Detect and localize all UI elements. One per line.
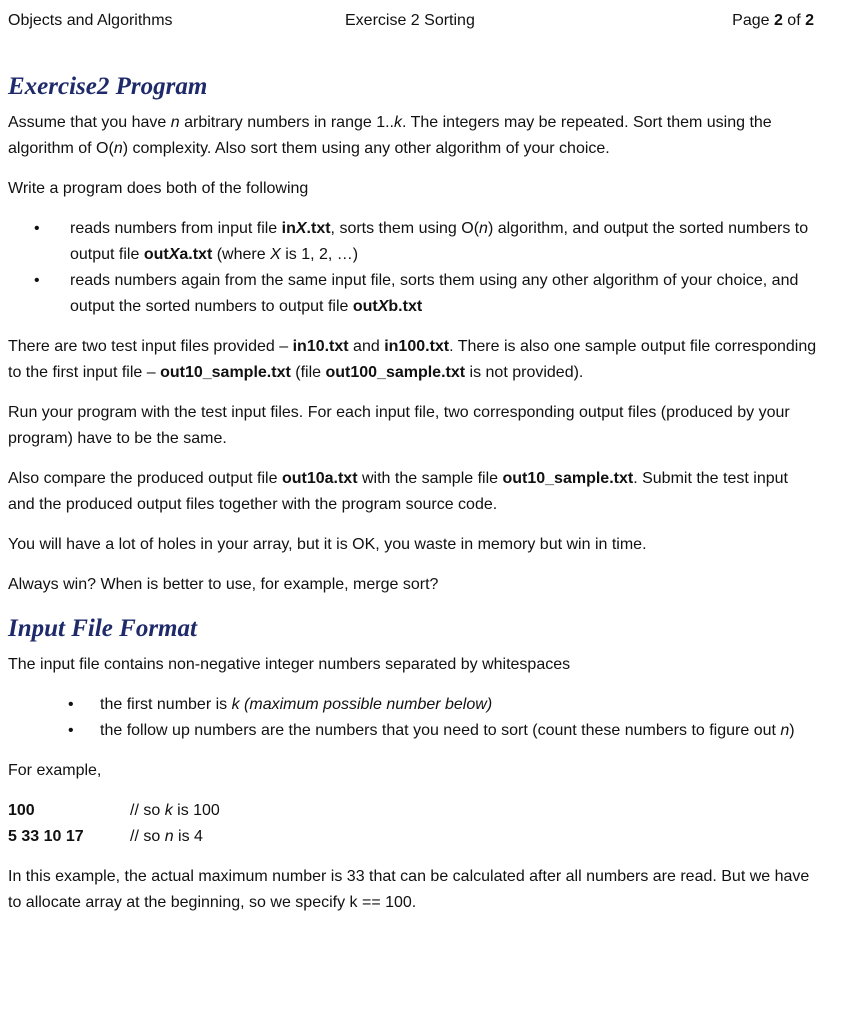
run-paragraph: Run your program with the test input files. For each input file, two corresponding output files (produced by your program) have to be the same. [8,404,790,447]
example-value: 5 33 10 17 [8,828,84,845]
header-page-number: Page 2 of 2 [732,12,814,29]
intro-paragraph: Assume that you have n arbitrary numbers in range 1..k. The integers may be repeated. Sort them using the algorithm of O(n) complexity. Also sort them using any other algorithm of your choice. [8,114,772,157]
list-item: • reads numbers from input file inX.txt, sorts them using O(n) algorithm, and output the sorted numbers to output file outXa.txt (where X is 1, 2, …) [8,216,818,268]
write-paragraph: Write a program does both of the following [8,180,309,197]
list-item: • the follow up numbers are the numbers that you need to sort (count these numbers to figure out n) [8,718,818,744]
example-comment: // so n is 4 [130,828,203,845]
list-item: • reads numbers again from the same input file, sorts them using any other algorithm of your choice, and output the sorted numbers to output file outXb.txt [8,268,818,320]
input-format-list [8,692,818,744]
example-row [8,798,818,824]
page-header [8,12,814,34]
program-heading: Exercise2 Program [8,73,208,100]
program-requirements-list [8,216,818,320]
input-format-description: The input file contains non-negative integer numbers separated by whitespaces [8,656,571,673]
document-body [8,70,818,930]
example-comment: // so k is 100 [130,802,220,819]
holes-paragraph: You will have a lot of holes in your array, but it is OK, you waste in memory but win in time. [8,536,647,553]
example-block [8,798,818,850]
compare-paragraph: Also compare the produced output file out10a.txt with the sample file out10_sample.txt. Submit the test input and the produced output files together with the program source code. [8,470,788,513]
header-exercise: Exercise 2 Sorting [345,12,475,29]
list-item: • the first number is k (maximum possible number below) [8,692,818,718]
input-format-heading: Input File Format [8,615,197,642]
for-example-label: For example, [8,762,102,779]
always-paragraph: Always win? When is better to use, for example, merge sort? [8,576,439,593]
closing-paragraph: In this example, the actual maximum number is 33 that can be calculated after all numbers are read. But we have to allocate array at the beginning, so we specify k == 100. [8,868,810,911]
example-value: 100 [8,802,35,819]
tests-paragraph: There are two test input files provided – in10.txt and in100.txt. There is also one sample output file corresponding to the first input file – out10_sample.txt (file out100_sample.txt is not provided). [8,338,817,381]
example-row [8,824,818,850]
header-course: Objects and Algorithms [8,12,173,29]
